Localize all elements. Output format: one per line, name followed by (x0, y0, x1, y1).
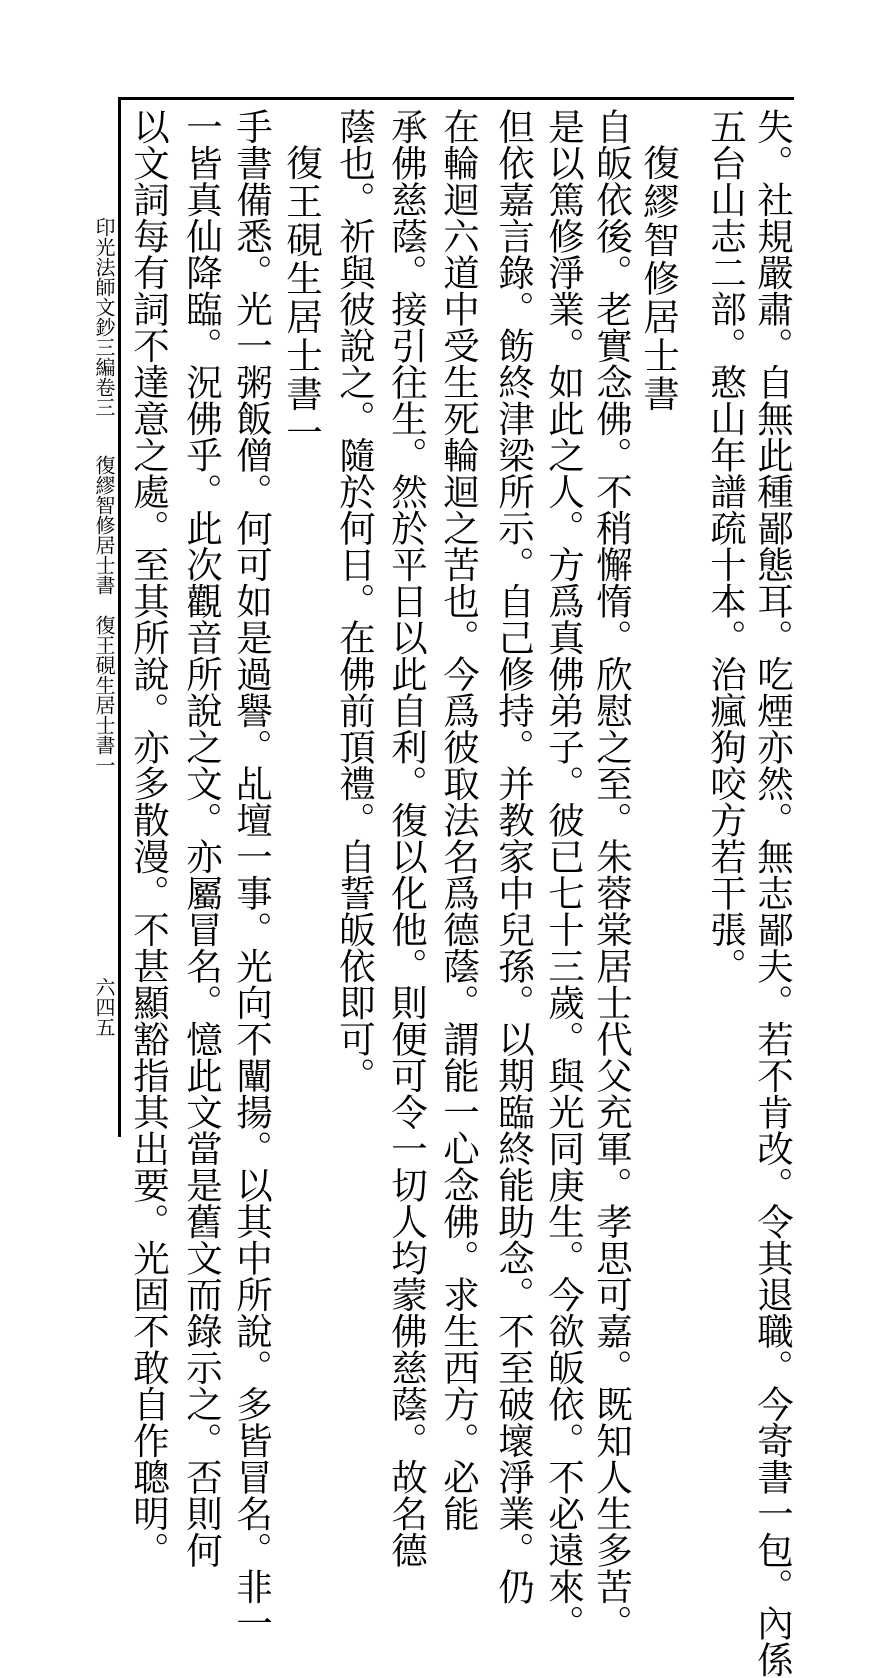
margin-section-titles: 復繆智修居士書 復王硯生居士書一 (92, 455, 116, 775)
text-column-8: 承佛慈蔭。接引往生。然於平日以此自利。復以化他。則便可令一切人均蒙佛慈蔭。故名德 (385, 108, 429, 1568)
text-column-9: 蔭也。祈與彼說之。隨於何日。在佛前頂禮。自誓皈依即可。 (333, 108, 377, 1094)
text-column-11: 手書備悉。光一粥飯僧。何可如是過譽。乩壇一事。光向不闡揚。以其中所說。多皆冒名。非一 (230, 108, 274, 1641)
top-border-rule (118, 97, 794, 100)
text-column-13: 以文詞每有詞不達意之處。至其所說。亦多散漫。不甚顯豁指其出要。光固不敢自作聰明。 (127, 108, 171, 1568)
text-column-12: 一皆真仙降臨。況佛乎。此次觀音所說之文。亦屬冒名。憶此文當是舊文而錄示之。否則何 (180, 108, 224, 1568)
text-column-7: 在輪迴六道中受生死輪迴之苦也。今爲彼取法名爲德蔭。謂能一心念佛。求生西方。必能 (437, 108, 481, 1532)
letter-heading-miao-zhixiu: 復繆智修居士書 (637, 144, 681, 414)
text-column-2: 五台山志二部。憨山年譜疏十本。治瘋狗咬方若干張。 (704, 108, 748, 984)
margin-book-title: 印光法師文鈔三編卷三 (92, 217, 116, 417)
left-border-rule (118, 97, 121, 1137)
text-column-1: 失。社規嚴肅。自無此種鄙態耳。吃煙亦然。無志鄙夫。若不肯改。令其退職。今寄書一包。內係 (751, 108, 795, 1678)
letter-heading-wang-yansheng: 復王硯生居士書一 (280, 144, 324, 452)
text-column-5: 是以篤修淨業。如此之人。方爲真佛弟子。彼已七十三歲。與光同庚生。今欲皈依。不必遠來。 (542, 108, 586, 1641)
margin-page-number: 六四五 (92, 977, 116, 1037)
text-column-6: 但依嘉言錄。飭終津梁所示。自己修持。并教家中兒孫。以期臨終能助念。不至破壞淨業。仍 (492, 108, 536, 1605)
text-column-4: 自皈依後。老實念佛。不稍懈惰。欣慰之至。朱蓉棠居士代父充軍。孝思可嘉。既知人生多苦。 (590, 108, 634, 1641)
